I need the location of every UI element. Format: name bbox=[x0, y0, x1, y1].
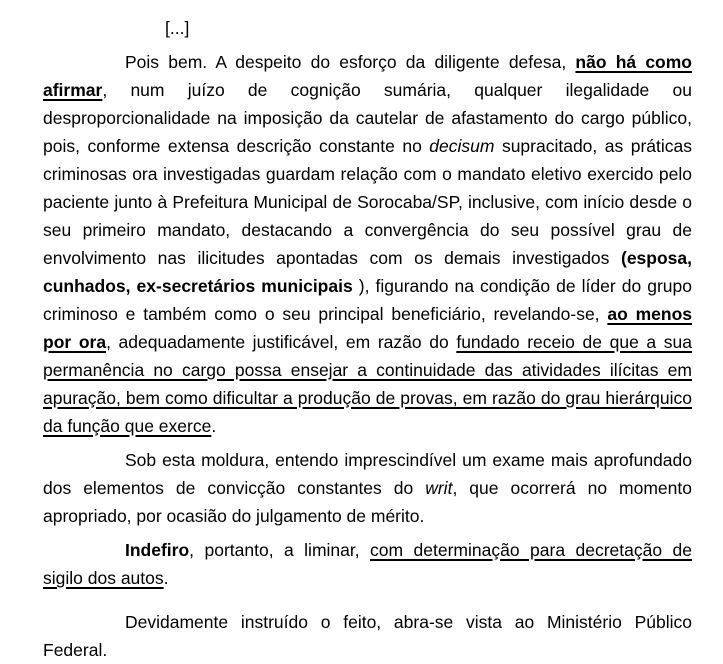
text-segment: com determinação para decretação de sigilo dos autos bbox=[43, 540, 692, 588]
text-segment: Pois bem. A despeito do esforço da diligente defesa, bbox=[125, 52, 576, 72]
text-segment: (esposa, cunhados, ex-secretários municipais bbox=[43, 248, 692, 296]
text-segment: decisum bbox=[429, 136, 495, 156]
text-segment: Sob esta moldura, entendo imprescindível um exame mais aprofundado dos elementos de convicção constantes do bbox=[43, 450, 692, 498]
paragraph-forwarding-order bbox=[43, 608, 692, 664]
text-segment: . bbox=[211, 416, 217, 436]
text-segment: , num juízo de cognição sumária, qualquer ilegalidade ou desproporcionalidade na imposição da cautelar de afastamento do cargo público, pois, conforme extensa descrição constante no bbox=[43, 80, 692, 156]
text-segment: . bbox=[163, 568, 169, 588]
paragraph-further-examination bbox=[43, 446, 692, 530]
text-segment: ), figurando na condição de líder do grupo criminoso e também como o seu principal beneficiário, revelando-se, bbox=[43, 276, 693, 324]
text-segment: writ bbox=[425, 478, 453, 498]
text-segment: , que ocorrerá no momento apropriado, por ocasião do julgamento de mérito. bbox=[43, 478, 692, 526]
paragraph-merits-analysis bbox=[43, 48, 692, 440]
text-segment: Indefiro bbox=[125, 540, 190, 560]
text-segment: ao menos por ora bbox=[43, 304, 692, 352]
text-segment: , adequadamente justificável, em razão do bbox=[106, 332, 457, 352]
text-segment: Devidamente instruído o feito, abra-se vista ao Ministério Público Federal. bbox=[43, 612, 692, 660]
text-segment: [...] bbox=[165, 18, 190, 38]
text-segment: supracitado, as práticas criminosas ora investigadas guardam relação com o mandato eletivo exercido pelo paciente junto à Prefeitura Municipal de Sorocaba/SP, inclusive, com início desde o seu primeiro mandato, destacando a convergência do seu possível grau de envolvimento nas ilicitudes apontadas com os demais investigados bbox=[43, 136, 692, 268]
text-segment: fundado receio de que a sua permanência no cargo possa ensejar a continuidade das atividades ilícitas em apuração, bem como dificultar a produção de provas, em razão do grau hierárquico da função que exerce bbox=[43, 332, 692, 436]
paragraph-ruling bbox=[43, 536, 692, 592]
text-segment: não há como afirmar bbox=[43, 52, 692, 100]
paragraph-ellipsis-marker bbox=[43, 14, 692, 42]
text-segment: , portanto, a liminar, bbox=[189, 540, 371, 560]
